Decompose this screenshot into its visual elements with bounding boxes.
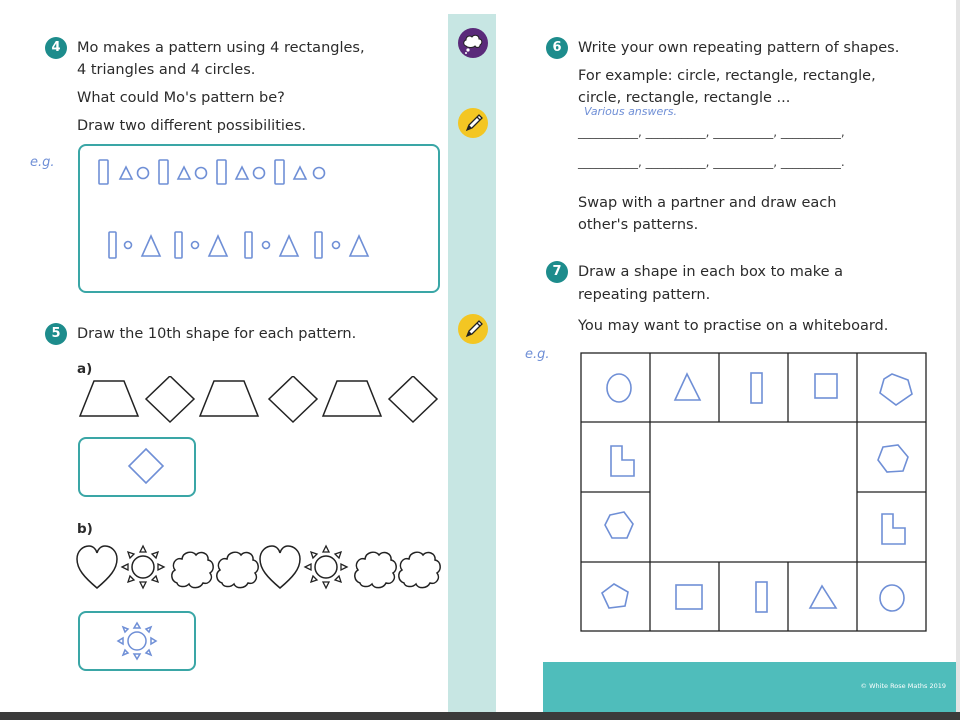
trapezoid-shape <box>80 381 138 416</box>
q5-text: Draw the 10th shape for each pattern. <box>77 326 357 342</box>
bottom-bar <box>0 712 960 720</box>
q4-answer-box <box>78 144 440 293</box>
q5b-answer-box <box>78 611 196 671</box>
heart-shape <box>260 546 300 588</box>
q7-line1: Draw a shape in each box to make a <box>578 264 844 280</box>
q5-part-b-label: b) <box>77 521 93 537</box>
diamond-shape <box>146 376 194 422</box>
right-page-edge <box>956 0 960 712</box>
question-7-badge: 7 <box>546 261 568 283</box>
q6-swap-line1: Swap with a partner and draw each <box>578 195 837 211</box>
q5a-shape-sequence <box>77 376 442 428</box>
cloud-shape <box>172 552 213 587</box>
sun-shape <box>305 546 347 588</box>
diamond-shape <box>389 376 437 422</box>
trapezoid-shape <box>323 381 381 416</box>
question-5-badge: 5 <box>45 323 67 345</box>
diamond-shape <box>269 376 317 422</box>
cloud-shape <box>399 552 440 587</box>
q5b-shape-sequence <box>76 542 442 594</box>
q6-example-line1: For example: circle, rectangle, rectangle, <box>578 68 876 84</box>
q7-pattern-grid <box>580 352 928 633</box>
trapezoid-shape <box>200 381 258 416</box>
cloud-shape <box>355 552 396 587</box>
q5a-handdrawn-diamond <box>80 439 194 495</box>
question-6-badge: 6 <box>546 37 568 59</box>
q6-example-line2: circle, rectangle, rectangle ... <box>578 90 791 106</box>
heart-shape <box>77 546 117 588</box>
q6-handwritten-answer: Various answers. <box>584 105 678 118</box>
thinking-cloud-icon <box>458 28 488 58</box>
q6-text: Write your own repeating pattern of shapes. <box>578 40 900 56</box>
q4-handdrawn-patterns <box>80 146 438 291</box>
pattern-row-1 <box>99 160 325 184</box>
cloud-shape <box>217 552 258 587</box>
q5-part-a-label: a) <box>77 361 93 377</box>
page-footer <box>543 662 960 712</box>
q4-instruction: Draw two different possibilities. <box>77 118 306 134</box>
pattern-row-2 <box>109 232 368 258</box>
q7-hint: You may want to practise on a whiteboard. <box>578 318 889 334</box>
copyright-text: © White Rose Maths 2019 <box>860 682 946 690</box>
q6-blank-row-1: __________, __________, __________, __________, <box>578 125 845 139</box>
q4-question: What could Mo's pattern be? <box>77 90 285 106</box>
pencil-icon <box>458 108 488 138</box>
q7-eg-label: e.g. <box>525 347 550 362</box>
q6-swap-line2: other's patterns. <box>578 217 699 233</box>
sun-shape <box>122 546 164 588</box>
q4-eg-label: e.g. <box>30 155 55 170</box>
q4-line2: 4 triangles and 4 circles. <box>77 62 256 78</box>
q4-line1: Mo makes a pattern using 4 rectangles, <box>77 40 365 56</box>
q5b-handdrawn-sun <box>80 613 194 669</box>
question-4-badge: 4 <box>45 37 67 59</box>
pencil-icon <box>458 314 488 344</box>
q7-line2: repeating pattern. <box>578 287 711 303</box>
q6-blank-row-2: __________, __________, __________, __________. <box>578 155 845 169</box>
q5a-answer-box <box>78 437 196 497</box>
